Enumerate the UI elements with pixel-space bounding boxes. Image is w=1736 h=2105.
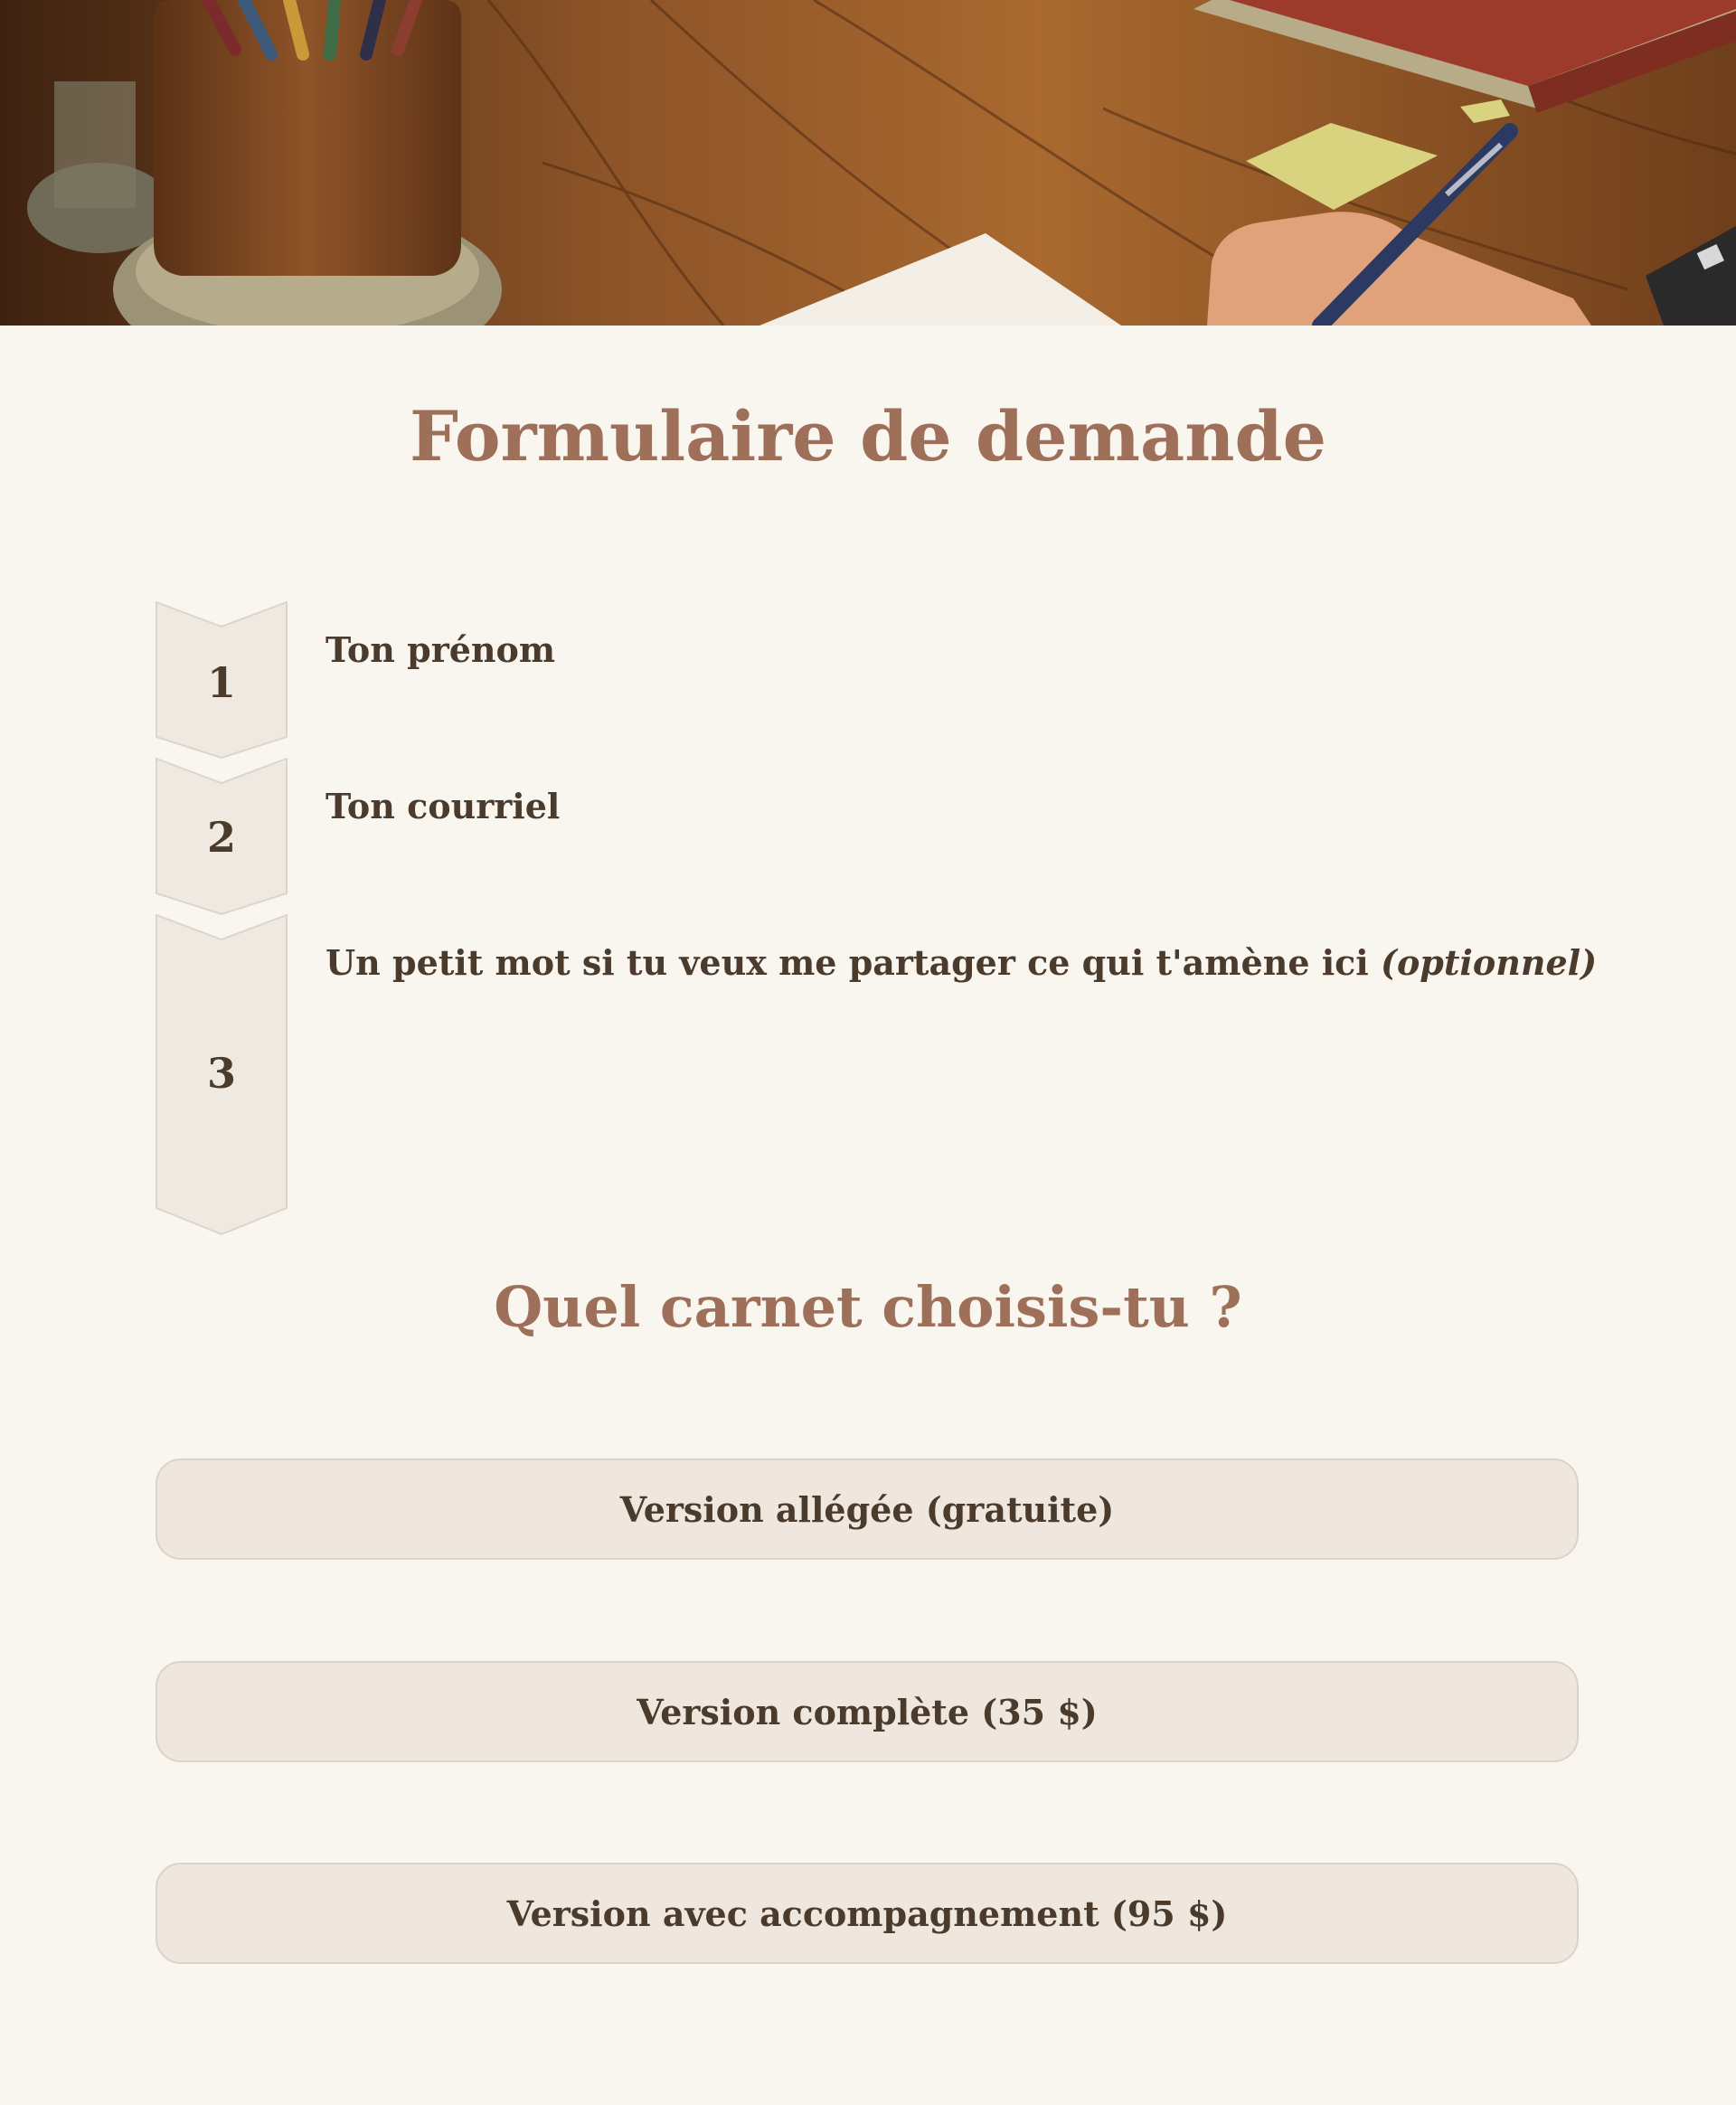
message-label	[326, 942, 1598, 983]
desk-scene-icon	[0, 0, 1736, 326]
first-name-input[interactable]	[326, 674, 1577, 748]
option-light-version[interactable]: Version allégée (gratuite)	[156, 1458, 1579, 1560]
optional-tag: (optionnel)	[1380, 942, 1598, 983]
email-label: Ton courriel	[326, 786, 561, 826]
step-marker-1	[156, 601, 288, 759]
step-number: 2	[206, 813, 236, 862]
notebook-question: Quel carnet choisis-tu ?	[494, 1274, 1242, 1340]
email-input[interactable]	[326, 830, 1577, 904]
message-textarea[interactable]	[326, 990, 1577, 1220]
page-title: Formulaire de demande	[410, 396, 1326, 477]
hero-desk-illustration	[0, 0, 1736, 326]
step-number: 1	[206, 658, 236, 707]
step-marker-2	[156, 758, 288, 915]
message-label-text: Un petit mot si tu veux me partager ce qui t'amène ici	[326, 942, 1369, 983]
option-complete-version[interactable]: Version complète (35 $)	[156, 1661, 1579, 1762]
step-number: 3	[206, 1049, 236, 1098]
first-name-label: Ton prénom	[326, 629, 556, 670]
step-marker-3	[156, 914, 288, 1235]
option-coaching-version[interactable]: Version avec accompagnement (95 $)	[156, 1863, 1579, 1964]
